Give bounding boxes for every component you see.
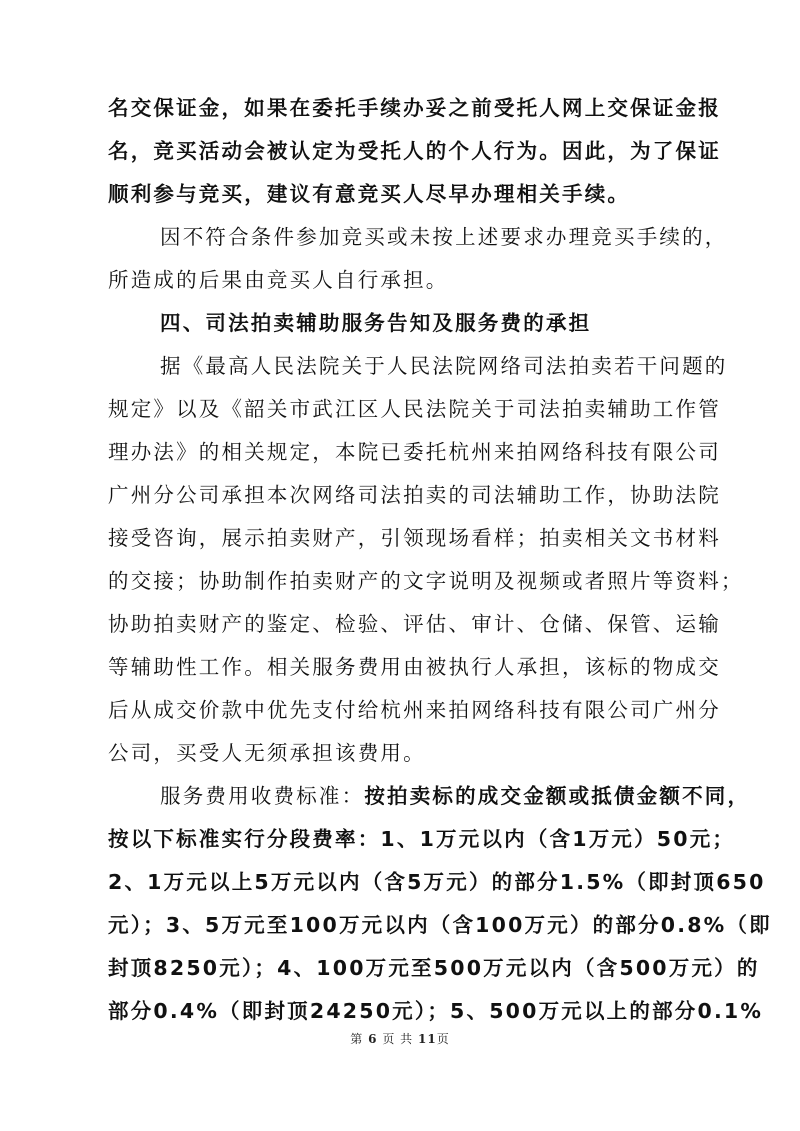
footer-prefix: 第 [350,1032,364,1046]
footer-suffix: 页 [436,1032,450,1046]
paragraph-line: 顺利参与竞买，建议有意竞买人尽早办理相关手续。 [108,182,631,206]
paragraph-line: 规定》以及《韶关市武江区人民法院关于司法拍卖辅助工作管 [108,397,721,421]
paragraph-line: 部分0.4%（即封顶24250元）；5、500万元以上的部分0.1% [108,999,764,1023]
paragraph-line: 理办法》的相关规定，本院已委托杭州来拍网络科技有限公司 [108,440,721,464]
paragraph-line: 名，竞买活动会被认定为受托人的个人行为。因此，为了保证 [108,139,721,163]
fee-label: 服务费用收费标准： [160,784,365,808]
fee-text-bold: 按拍卖标的成交金额或抵债金额不同， [364,784,751,808]
paragraph-line: 协助拍卖财产的鉴定、检验、评估、审计、仓储、保管、运输 [108,612,721,636]
paragraph-line: 广州分公司承担本次网络司法拍卖的司法辅助工作，协助法院 [108,483,721,507]
page-number: 6 [368,1032,378,1046]
paragraph-line: 因不符合条件参加竞买或未按上述要求办理竞买手续的， [160,225,728,249]
paragraph-line: 等辅助性工作。相关服务费用由被执行人承担，该标的物成交 [108,655,721,679]
paragraph-line: 公司，买受人无须承担该费用。 [108,741,426,765]
paragraph-line: 名交保证金，如果在委托手续办妥之前受托人网上交保证金报 [108,96,721,120]
section-heading: 四、司法拍卖辅助服务告知及服务费的承担 [160,311,592,335]
paragraph-line: 的交接；协助制作拍卖财产的文字说明及视频或者照片等资料； [108,569,744,593]
footer-middle: 页 共 [382,1032,414,1046]
paragraph-line: 据《最高人民法院关于人民法院网络司法拍卖若干问题的 [160,354,728,378]
paragraph-line: 后从成交价款中优先支付给杭州来拍网络科技有限公司广州分 [108,698,721,722]
paragraph-line: 2、1万元以上5万元以内（含5万元）的部分1.5%（即封顶650 [108,870,766,894]
paragraph-line: 元）；3、5万元至100万元以内（含100万元）的部分0.8%（即 [108,913,772,937]
paragraph-line: 接受咨询，展示拍卖财产，引领现场看样；拍卖相关文书材料 [108,526,721,550]
paragraph-line: 所造成的后果由竞买人自行承担。 [108,268,449,292]
paragraph-line: 封顶8250元）；4、100万元至500万元以内（含500万元）的 [108,956,760,980]
page-footer [0,1030,800,1047]
paragraph-line: 按以下标准实行分段费率：1、1万元以内（含1万元）50元； [108,827,736,851]
paragraph-line [160,782,800,810]
page-total: 11 [417,1032,437,1046]
